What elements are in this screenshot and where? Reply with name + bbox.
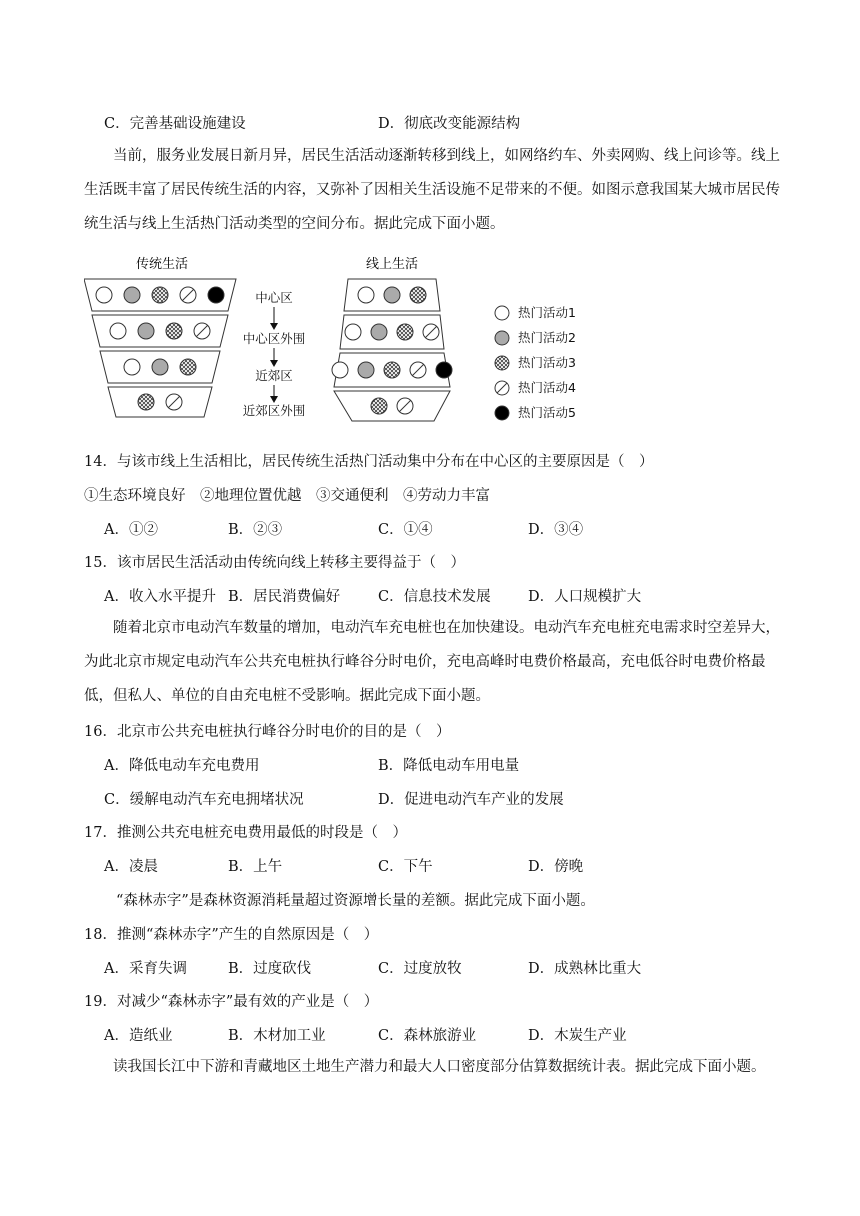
online-activity-3	[371, 398, 387, 414]
q18-option-b: B．过度砍伐	[228, 961, 312, 977]
zone-center: 中心区	[255, 290, 293, 305]
zone-axis	[243, 290, 306, 418]
q17-option-b: B．上午	[228, 859, 283, 875]
online-activity-5	[436, 362, 452, 378]
q17-option-a: A．凌晨	[104, 859, 158, 875]
traditional-activity-1	[110, 323, 126, 339]
q14-items: ①生态环境良好 ②地理位置优越 ③交通便利 ④劳动力丰富	[84, 488, 490, 504]
traditional-activity-3	[166, 323, 182, 339]
zone-suburb: 近郊区	[255, 368, 293, 383]
traditional-activity-3	[138, 394, 154, 410]
q16-stem: 16．北京市公共充电桩执行峰谷分时电价的目的是（ ）	[84, 724, 451, 740]
q16-option-b: B．降低电动车用电量	[378, 758, 520, 774]
q19-option-c: C．森林旅游业	[378, 1028, 477, 1044]
online-activity-2	[358, 362, 374, 378]
figure-svg	[84, 255, 624, 433]
q19-option-a: A．造纸业	[104, 1028, 173, 1044]
q15-option-b: B．居民消费偏好	[228, 589, 341, 605]
traditional-activity-5	[208, 287, 224, 303]
online-activity-2	[371, 324, 387, 340]
passage-land-potential: 读我国长江中下游和青藏地区土地生产潜力和最大人口密度部分估算数据统计表。据此完成下面小题。	[113, 1059, 766, 1075]
traditional-activity-3	[152, 287, 168, 303]
online-activity-3	[384, 362, 400, 378]
q17-option-d: D．傍晚	[528, 859, 584, 875]
traditional-activity-3	[180, 359, 196, 375]
legend-item-1: 热门活动1	[518, 305, 576, 320]
q16-option-d: D．促进电动汽车产业的发展	[378, 792, 564, 808]
traditional-activity-2	[124, 287, 140, 303]
q19-option-d: D．木炭生产业	[528, 1028, 627, 1044]
q15-option-c: C．信息技术发展	[378, 589, 491, 605]
online-title: 线上生活	[365, 257, 419, 272]
online-activity-1	[332, 362, 348, 378]
q17-option-c: C．下午	[378, 859, 433, 875]
q15-stem: 15．该市居民生活活动由传统向线上转移主要得益于（ ）	[84, 555, 465, 571]
option-d: D．彻底改变能源结构	[378, 116, 521, 132]
traditional-activity-1	[96, 287, 112, 303]
q18-option-c: C．过度放牧	[378, 961, 462, 977]
passage-charging: 随着北京市电动汽车数量的增加，电动汽车充电桩也在加快建设。电动汽车充电桩充电需求时空差异大，为此北京市规定电动汽车公共充电桩执行峰谷分时电价，充电高峰时电费价格最高，充电低谷时电费价格最低，但私人、单位的自由充电桩不受影响。据此完成下面小题。	[84, 620, 780, 704]
legend-item-3: 热门活动3	[518, 355, 576, 370]
q15-option-a: A．收入水平提升	[104, 589, 216, 605]
legend-item-2: 热门活动2	[518, 330, 576, 345]
online-activity-3	[410, 287, 426, 303]
q14-stem: 14．与该市线上生活相比，居民传统生活热门活动集中分布在中心区的主要原因是（ ）	[84, 454, 654, 470]
q14-option-d: D．③④	[528, 522, 584, 538]
traditional-title: 传统生活	[135, 257, 189, 272]
q14-option-c: C．①④	[378, 522, 433, 538]
q18-stem: 18．推测“森林赤字”产生的自然原因是（ ）	[84, 927, 379, 943]
q15-option-d: D．人口规模扩大	[528, 589, 642, 605]
legend-item-4: 热门活动4	[518, 380, 576, 395]
online-activity-3	[397, 324, 413, 340]
traditional-activity-2	[138, 323, 154, 339]
online-activity-1	[345, 324, 361, 340]
q16-option-c: C．缓解电动汽车充电拥堵状况	[104, 792, 304, 808]
q18-option-a: A．采育失调	[104, 961, 187, 977]
q18-option-d: D．成熟林比重大	[528, 961, 642, 977]
q14-option-a: A．①②	[104, 522, 158, 538]
zone-suburb-outer: 近郊区外围	[242, 403, 306, 418]
online-activity-2	[384, 287, 400, 303]
q19-stem: 19．对减少“森林赤字”最有效的产业是（ ）	[84, 994, 379, 1010]
legend-item-5: 热门活动5	[518, 405, 576, 420]
q17-stem: 17．推测公共充电桩充电费用最低的时段是（ ）	[84, 825, 407, 841]
option-c: C．完善基础设施建设	[104, 116, 246, 132]
zone-center-outer: 中心区外围	[242, 331, 306, 346]
traditional-activity-2	[152, 359, 168, 375]
figure-activity-distribution	[84, 255, 624, 433]
passage-online-life: 当前，服务业发展日新月异，居民生活活动逐渐转移到线上，如网络约车、外卖网购、线上问诊等。线上生活既丰富了居民传统生活的内容，又弥补了因相关生活设施不足带来的不便。如图示意我国某大城市居民传统生活与线上生活热门活动类型的空间分布。据此完成下面小题。	[84, 148, 780, 232]
q14-option-b: B．②③	[228, 522, 283, 538]
traditional-activity-1	[124, 359, 140, 375]
legend	[495, 305, 576, 420]
passage-forest-deficit: “森林赤字”是森林资源消耗量超过资源增长量的差额。据此完成下面小题。	[116, 893, 595, 909]
q16-option-a: A．降低电动车充电费用	[104, 758, 260, 774]
q19-option-b: B．木材加工业	[228, 1028, 326, 1044]
online-activity-1	[358, 287, 374, 303]
